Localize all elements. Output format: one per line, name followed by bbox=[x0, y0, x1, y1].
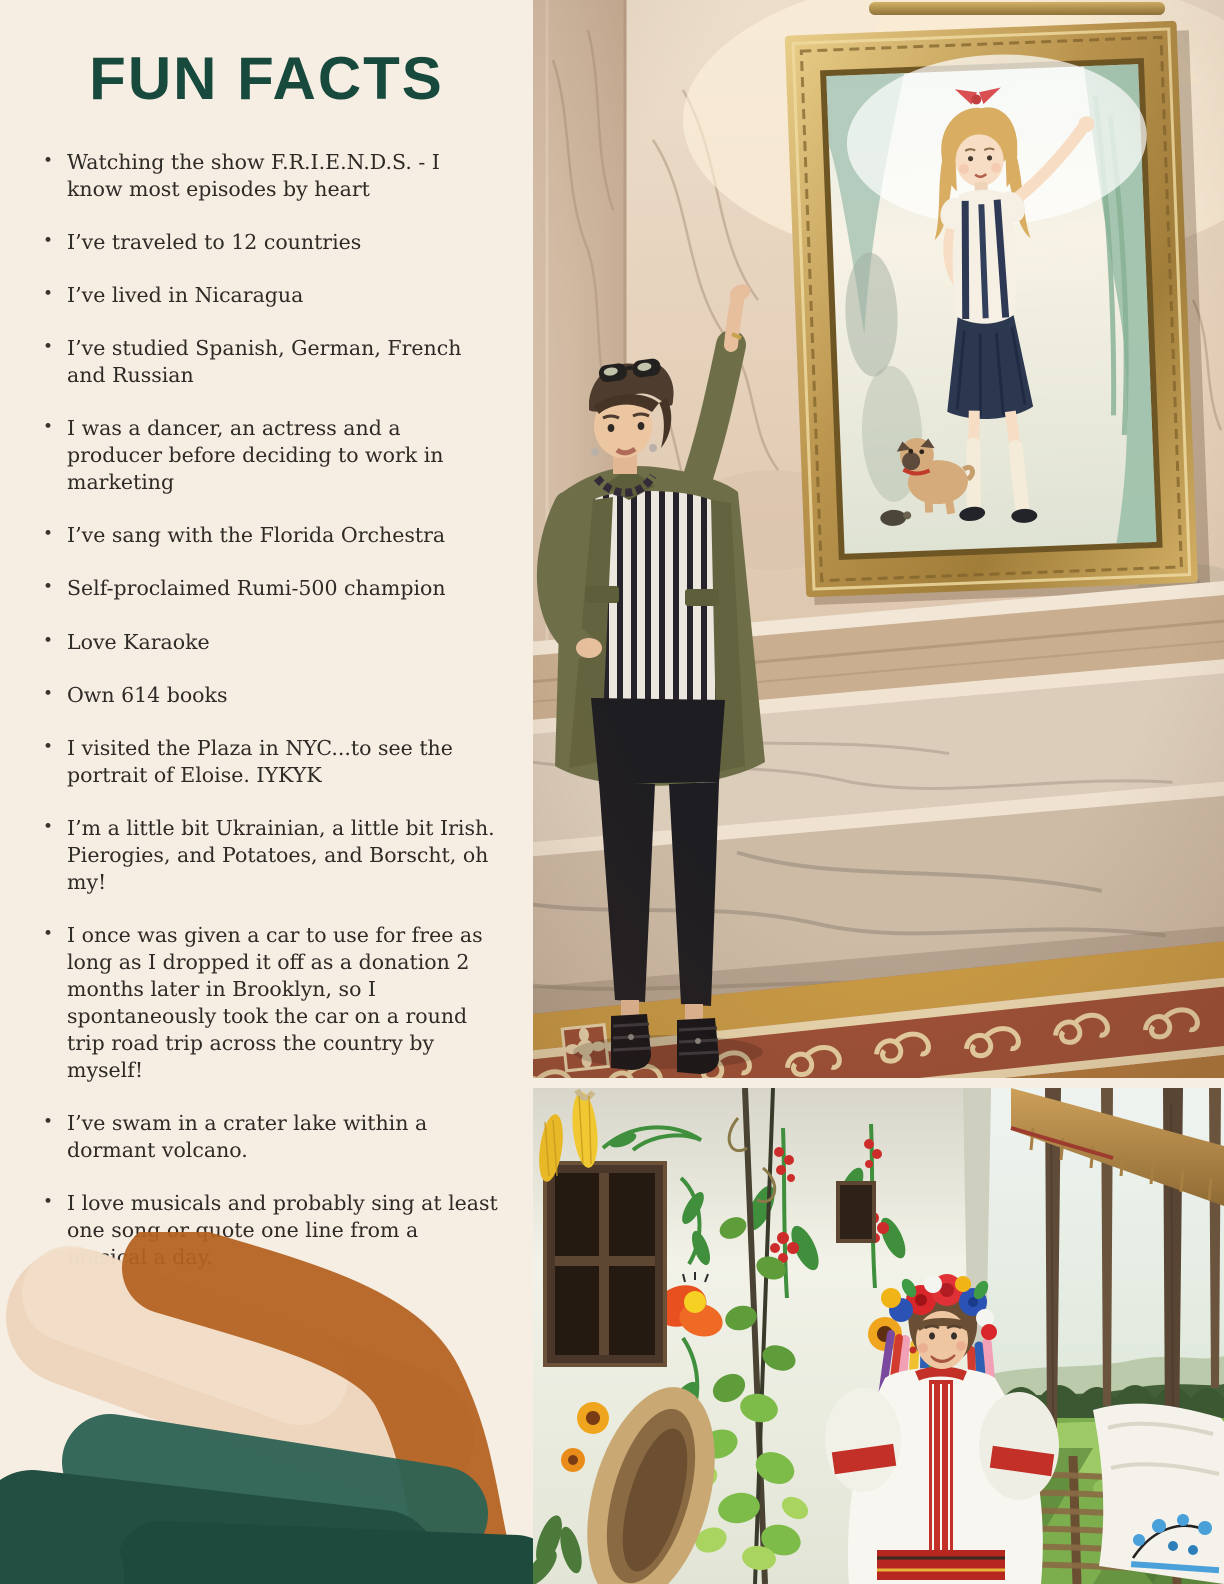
bullet-glyph: • bbox=[43, 1112, 54, 1133]
bullet-glyph: • bbox=[43, 231, 54, 252]
fact-text: I’ve traveled to 12 countries bbox=[67, 230, 362, 255]
fact-item bbox=[30, 922, 498, 1084]
bullet-glyph: • bbox=[43, 151, 54, 171]
bullet-glyph: • bbox=[43, 1192, 54, 1213]
fact-item bbox=[30, 149, 498, 203]
fact-text: I’ve studied Spanish, German, French and Russian bbox=[67, 336, 462, 388]
rushnyk-embroidered-cloth bbox=[1093, 1404, 1224, 1584]
fact-text: I once was given a car to use for free as long as I dropped it off as a donation 2 months later in Brooklyn, so I spontaneously took the car on a round trip road trip across the country by myself! bbox=[67, 922, 483, 1083]
fact-item bbox=[30, 735, 498, 789]
fact-item bbox=[30, 575, 498, 602]
fact-text: I love musicals and probably sing at least one song or quote one line from a musical a day. bbox=[67, 1191, 498, 1270]
fact-item bbox=[30, 522, 498, 549]
fact-text: I’ve lived in Nicaragua bbox=[67, 283, 304, 308]
fact-item bbox=[30, 629, 498, 656]
window-small bbox=[838, 1183, 874, 1241]
watercolor-decoration bbox=[0, 1232, 533, 1584]
bullet-glyph: • bbox=[43, 524, 54, 545]
bullet-glyph: • bbox=[43, 284, 54, 305]
bullet-glyph: • bbox=[43, 816, 54, 837]
eloise-photo-scene bbox=[533, 0, 1224, 1078]
bullet-glyph: • bbox=[43, 736, 54, 757]
photo-eloise-portrait-plaza bbox=[533, 0, 1224, 1078]
fact-text: Own 614 books bbox=[67, 682, 228, 707]
fact-text: I’m a little bit Ukrainian, a little bit Irish. Pierogies, and Potatoes, and Borscht, oh my! bbox=[67, 815, 495, 894]
facts-panel bbox=[0, 0, 533, 1584]
window-large bbox=[545, 1163, 665, 1365]
fact-text: Love Karaoke bbox=[67, 629, 210, 654]
fact-text: Watching the show F.R.I.E.N.D.S. - I know most episodes by heart bbox=[67, 150, 440, 202]
photo-ukrainian-cottage bbox=[533, 1088, 1224, 1584]
bullet-glyph: • bbox=[43, 577, 54, 598]
page-title: FUN FACTS bbox=[89, 45, 444, 112]
fact-text: I’ve swam in a crater lake within a dormant volcano. bbox=[67, 1111, 428, 1163]
fact-item bbox=[30, 1110, 498, 1164]
fact-text: I’ve sang with the Florida Orchestra bbox=[67, 523, 446, 548]
fact-text: I was a dancer, an actress and a producer before deciding to work in marketing bbox=[67, 416, 444, 495]
bullet-glyph: • bbox=[43, 923, 54, 944]
fact-item bbox=[30, 282, 498, 309]
fact-text: Self-proclaimed Rumi-500 champion bbox=[67, 576, 446, 601]
fact-item bbox=[30, 229, 498, 256]
bullet-glyph: • bbox=[43, 683, 54, 704]
watercolor-strokes bbox=[0, 1232, 533, 1584]
bullet-glyph: • bbox=[43, 417, 54, 438]
bullet-glyph: • bbox=[43, 630, 54, 651]
photo-column bbox=[533, 0, 1224, 1584]
fact-item bbox=[30, 415, 498, 496]
ukrainian-photo-scene bbox=[533, 1088, 1224, 1584]
fact-item bbox=[30, 815, 498, 896]
facts-list bbox=[30, 149, 498, 1271]
fact-text: I visited the Plaza in NYC...to see the portrait of Eloise. IYKYK bbox=[67, 735, 453, 787]
bullet-glyph: • bbox=[43, 337, 54, 358]
woven-belt bbox=[877, 1550, 1005, 1580]
fact-item bbox=[30, 335, 498, 389]
fact-item bbox=[30, 682, 498, 709]
